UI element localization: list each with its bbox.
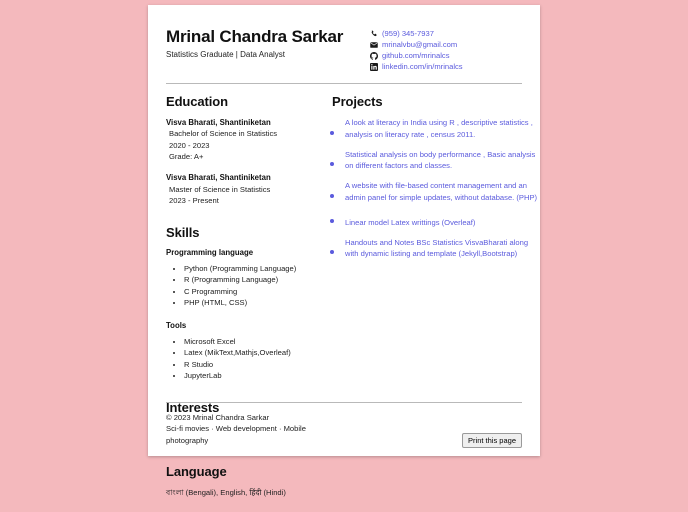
education-years: 2023 - Present bbox=[169, 196, 219, 206]
page-title: Mrinal Chandra Sarkar bbox=[166, 27, 344, 46]
list-item: • PHP (HTML, CSS) bbox=[184, 297, 314, 309]
header-divider bbox=[166, 83, 522, 84]
github-link[interactable]: github.com/mrinalcs bbox=[382, 51, 450, 61]
education-degree: Master of Science in Statistics bbox=[169, 184, 271, 194]
resume-card bbox=[148, 5, 540, 498]
list-item: • Microsoft Excel bbox=[184, 336, 314, 348]
language-text: বাংলা (Bengali), English, हिंदी (Hindi) bbox=[166, 488, 286, 498]
contact-item-github[interactable] bbox=[370, 52, 522, 60]
section-heading-language: Language bbox=[166, 464, 227, 480]
copyright-text: © 2023 Mrinal Chandra Sarkar bbox=[166, 413, 270, 422]
tagline: Statistics Graduate | Data Analyst bbox=[166, 49, 286, 59]
resume-header bbox=[166, 23, 522, 74]
list-item[interactable] bbox=[345, 237, 540, 262]
education-years: 2020 - 2023 bbox=[169, 140, 210, 150]
print-this-page-button[interactable]: Print this page bbox=[462, 433, 522, 448]
email-link[interactable]: mrinalvbu@gmail.com bbox=[382, 40, 458, 50]
linkedin-icon bbox=[370, 63, 378, 71]
education-entry bbox=[166, 172, 314, 206]
print-row bbox=[166, 433, 522, 456]
contact-item-linkedin[interactable] bbox=[370, 63, 522, 71]
projects-list bbox=[332, 117, 540, 261]
section-heading-projects: Projects bbox=[332, 94, 383, 109]
project-link[interactable]: Linear model Latex writtings (Overleaf) bbox=[345, 217, 476, 227]
resume-footer bbox=[166, 399, 522, 456]
footer-divider bbox=[166, 402, 522, 403]
phone-link[interactable]: (959) 345-7937 bbox=[382, 29, 434, 39]
project-link[interactable]: Statistical analysis on body performance , Basic analysis on different factors and classes. bbox=[345, 149, 536, 171]
skills-group-label: Tools bbox=[166, 320, 187, 330]
list-item: • C Programming bbox=[184, 286, 314, 298]
project-link[interactable]: A look at literacy in India using R , descriptive statistics , analysis on literacy rate , census 2011. bbox=[345, 118, 533, 139]
list-item: • R (Programming Language) bbox=[184, 274, 314, 286]
github-icon bbox=[370, 52, 378, 60]
education-entry bbox=[166, 117, 314, 162]
project-link[interactable]: Handouts and Notes BSc Statistics VisvaBharati along with dynamic listing and template (Jekyll,Bootstrap) bbox=[345, 237, 529, 259]
list-item[interactable] bbox=[345, 149, 540, 174]
contact-item-phone[interactable] bbox=[370, 30, 522, 38]
interests-text: Sci-fi movies · Web development · Mobile photography bbox=[166, 423, 306, 445]
list-item[interactable] bbox=[345, 180, 540, 205]
section-heading-skills: Skills bbox=[166, 224, 200, 240]
section-heading-education: Education bbox=[166, 94, 228, 109]
education-school: Visva Bharati, Shantiniketan bbox=[166, 173, 271, 183]
list-item[interactable] bbox=[345, 117, 540, 142]
skills-list-tools bbox=[166, 336, 314, 382]
envelope-icon bbox=[370, 41, 378, 49]
skills-group-label: Programming language bbox=[166, 247, 254, 257]
contact-list bbox=[370, 30, 522, 74]
identity-block bbox=[166, 27, 343, 59]
phone-icon bbox=[370, 30, 378, 38]
education-grade: Grade: A+ bbox=[169, 152, 204, 162]
project-link[interactable]: A website with file-based content management and an admin panel for simple updates, without database. (PHP) bbox=[345, 181, 538, 202]
linkedin-link[interactable]: linkedin.com/in/mrinalcs bbox=[382, 62, 463, 72]
list-item: • Python (Programming Language) bbox=[184, 263, 314, 275]
list-item: • Latex (MikText,Mathjs,Overleaf) bbox=[184, 347, 314, 359]
list-item: • JupyterLab bbox=[184, 370, 314, 382]
section-heading-interests: Interests bbox=[166, 399, 220, 415]
contact-item-email[interactable] bbox=[370, 41, 522, 49]
education-school: Visva Bharati, Shantiniketan bbox=[166, 118, 271, 127]
skills-list-programming bbox=[166, 263, 314, 309]
list-item: • R Studio bbox=[184, 359, 314, 371]
list-item[interactable] bbox=[345, 212, 540, 230]
education-degree: Bachelor of Science in Statistics bbox=[169, 129, 278, 139]
